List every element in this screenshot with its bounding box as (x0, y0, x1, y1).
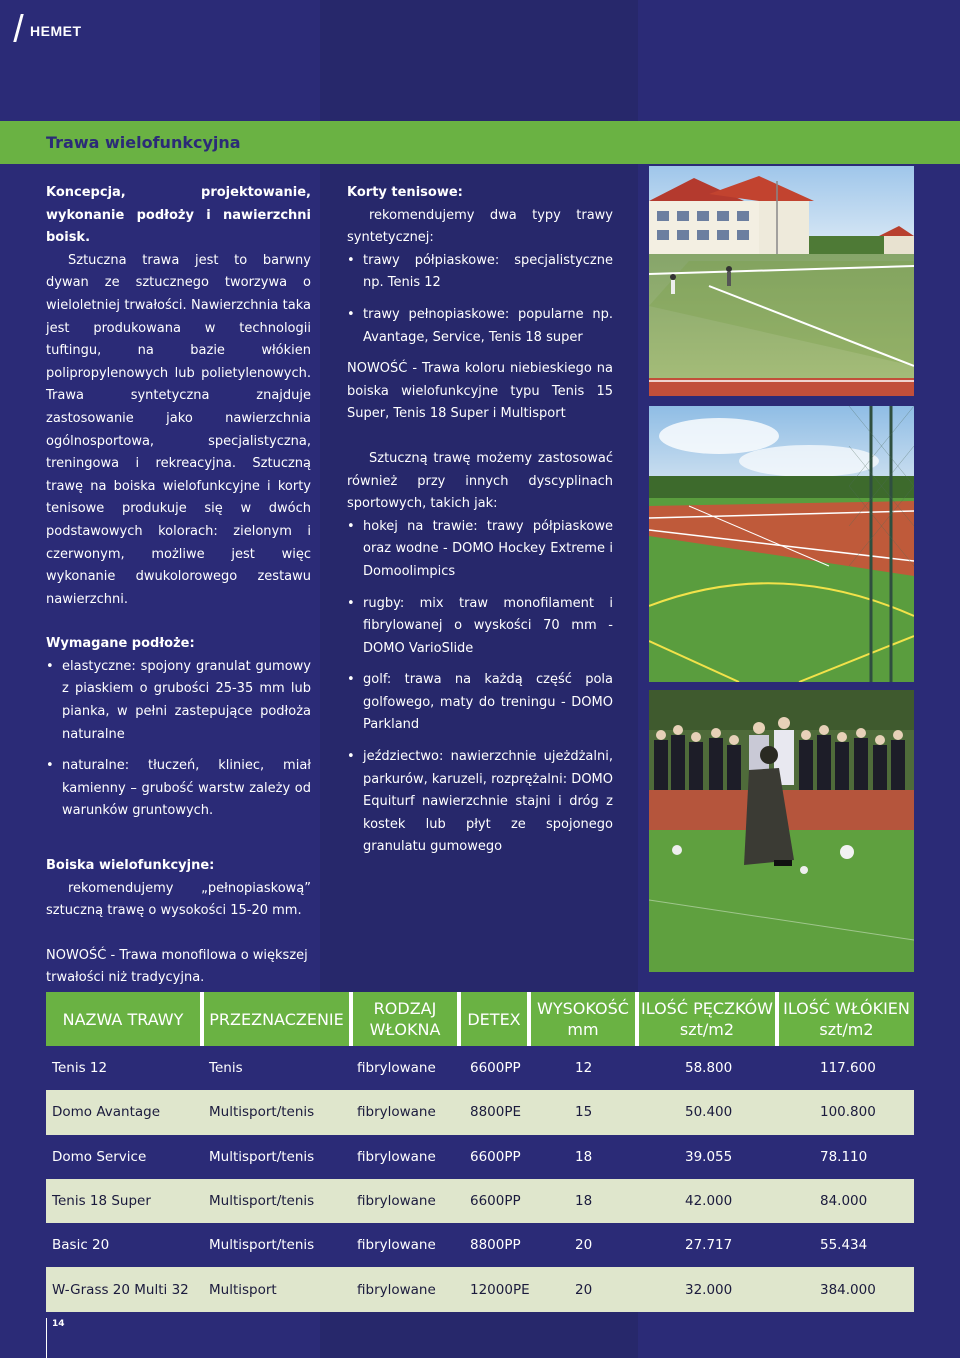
table-cell: 6600PP (470, 1060, 521, 1077)
table-cell: 18 (575, 1193, 593, 1210)
paragraph: NOWOŚĆ - Trawa koloru niebieskiego na boiska wielofunkcyjne typu Tenis 15 Super, Tenis 18 Super i Multisport (347, 361, 613, 422)
table-cell: 15 (575, 1104, 593, 1121)
table-cell: W-Grass 20 Multi 32 (52, 1281, 189, 1298)
table-cell: 39.055 (685, 1148, 733, 1165)
paragraph: Sztuczną trawę możemy zastosować również przy innych dyscyplinach sportowych, takich jak: (347, 450, 613, 512)
block-title: Wymagane podłoże: (46, 636, 195, 652)
table-cell: Multisport/tenis (209, 1193, 315, 1210)
table-cell: 6600PP (470, 1193, 521, 1210)
block-title: Boiska wielofunkcyjne: (46, 858, 215, 874)
school-field-photo (649, 166, 914, 396)
paragraph: rekomendujemy dwa typy trawy syntetycznej: (347, 207, 613, 246)
text-column-middle (347, 182, 613, 859)
table-cell: 50.400 (685, 1104, 733, 1121)
table-cell: 12000PE (470, 1281, 530, 1298)
list-item: • hokej na trawie: trawy półpiaskowe oraz wodne - DOMO Hockey Extreme i Domoolimpics (347, 516, 613, 584)
table-cell: Multisport/tenis (209, 1237, 315, 1254)
bullet-list (347, 516, 613, 859)
table-cell: Multisport (209, 1281, 277, 1298)
table-cell: 100.800 (820, 1104, 876, 1121)
table-cell: Tenis (209, 1060, 243, 1077)
column-header: ILOŚĆ WŁÓKIEN szt/m2 (783, 999, 910, 1039)
column-header: ILOŚĆ PĘCZKÓW szt/m2 (641, 999, 773, 1039)
block-title: Koncepcja, projektowanie, wykonanie podłoży i nawierzchni boisk. (46, 185, 311, 246)
page-number: 14 (46, 1318, 65, 1358)
section-title: Trawa wielofunkcyjna (46, 133, 241, 152)
table-cell: fibrylowane (357, 1104, 436, 1121)
table-header (46, 992, 914, 1046)
table-cell: fibrylowane (357, 1060, 436, 1077)
table-cell: 20 (575, 1237, 593, 1254)
table-cell: Basic 20 (52, 1237, 110, 1254)
table-row (46, 1135, 914, 1179)
table-cell: 6600PP (470, 1148, 521, 1165)
table-cell: Domo Avantage (52, 1104, 161, 1121)
table-cell: fibrylowane (357, 1193, 436, 1210)
table-cell: 12 (575, 1060, 593, 1077)
hemet-logo: HEMET (17, 14, 82, 42)
column-header: NAZWA TRAWY (62, 1009, 184, 1029)
table-cell: Tenis 18 Super (52, 1193, 151, 1210)
football-event-photo (649, 690, 914, 972)
table-cell: 78.110 (820, 1148, 868, 1165)
table-cell: fibrylowane (357, 1148, 436, 1165)
table-cell: Multisport/tenis (209, 1104, 315, 1121)
text-column-left (46, 182, 311, 990)
table-row (46, 1046, 914, 1090)
table-row (46, 1267, 914, 1311)
table-cell: 384.000 (820, 1281, 876, 1298)
block-title: Korty tenisowe: (347, 185, 463, 200)
table-cell: fibrylowane (357, 1237, 436, 1254)
table-cell: 84.000 (820, 1193, 868, 1210)
grass-specs-table (46, 992, 914, 1312)
list-item: • elastyczne: spojony granulat gumowy z piaskiem o grubości 25-35 mm lub pianka, w pełni zastepujące podłoża naturalne (46, 656, 311, 746)
column-header: PRZEZNACZENIE (209, 1009, 344, 1029)
table-cell: 20 (575, 1281, 593, 1298)
bullet-list (347, 250, 613, 349)
list-item: • trawy półpiaskowe: specjalistyczne np. Tenis 12 (347, 250, 613, 295)
paragraph: Sztuczna trawa jest to barwny dywan ze sztucznego tworzywa o wieloletniej trwałości. Nawierzchnia taka jest produkowana w technologii tuftingu, na bazie włókien polipropylenowych lub polietylenowych. Trawa syntetyczna znajduje zastosowanie jako nawierzchnia ogólnosportowa, specjalistyczna, treningowa i rekreacyjna. Sztuczną trawę na boiska wielofunkcyjne i korty tenisowe produkuje się w dwóch podstawowych kolorach: zielonym i czerwonym, możliwe jest więc wykonanie dwukolorowego zestawu nawierzchni. (46, 252, 311, 607)
table-cell: 117.600 (820, 1060, 876, 1077)
table-cell: 58.800 (685, 1060, 733, 1077)
list-item: • jeździectwo: nawierzchnie ujeżdżalni, parkurów, karuzeli, rozprężalni: DOMO Equiturf nawierzchnie stajni i dróg z kostek lub płyt ze spojonego granulatu gumowego (347, 746, 613, 859)
table-cell: 42.000 (685, 1193, 733, 1210)
column-header: RODZAJ WŁOKNA (369, 999, 441, 1039)
table-cell: Domo Service (52, 1148, 147, 1165)
table-cell: Multisport/tenis (209, 1148, 315, 1165)
table-cell: fibrylowane (357, 1281, 436, 1298)
table-cell: 8800PE (470, 1104, 522, 1121)
table-cell: 18 (575, 1148, 593, 1165)
table-cell: Tenis 12 (52, 1060, 108, 1077)
column-header: DETEX (467, 1009, 521, 1029)
list-item: • naturalne: tłuczeń, kliniec, miał kamienny – grubość warstw zależy od warunków gruntowych. (46, 755, 311, 823)
column-header: WYSOKOŚĆ mm (537, 999, 629, 1039)
table-body (46, 1046, 914, 1312)
paragraph: rekomendujemy „pełnopiaskową” sztuczną trawę o wysokości 15-20 mm. (46, 880, 311, 919)
table-row (46, 1223, 914, 1267)
table-row (46, 1179, 914, 1223)
list-item: • trawy pełnopiaskowe: popularne np. Avantage, Service, Tenis 18 super (347, 304, 613, 349)
bullet-list (46, 656, 311, 823)
list-item: • rugby: mix traw monofilament i fibrylowanej o wyskości 70 mm - DOMO VarioSlide (347, 593, 613, 661)
table-cell: 27.717 (685, 1237, 733, 1254)
tennis-court-photo (649, 406, 914, 682)
table-row (46, 1090, 914, 1134)
table-cell: 8800PP (470, 1237, 521, 1254)
list-item: • golf: trawa na każdą część pola golfowego, maty do treningu - DOMO Parkland (347, 669, 613, 737)
table-cell: 32.000 (685, 1281, 733, 1298)
paragraph: NOWOŚĆ - Trawa monofilowa o większej trwałości niż tradycyjna. (46, 947, 308, 986)
table-cell: 55.434 (820, 1237, 868, 1254)
